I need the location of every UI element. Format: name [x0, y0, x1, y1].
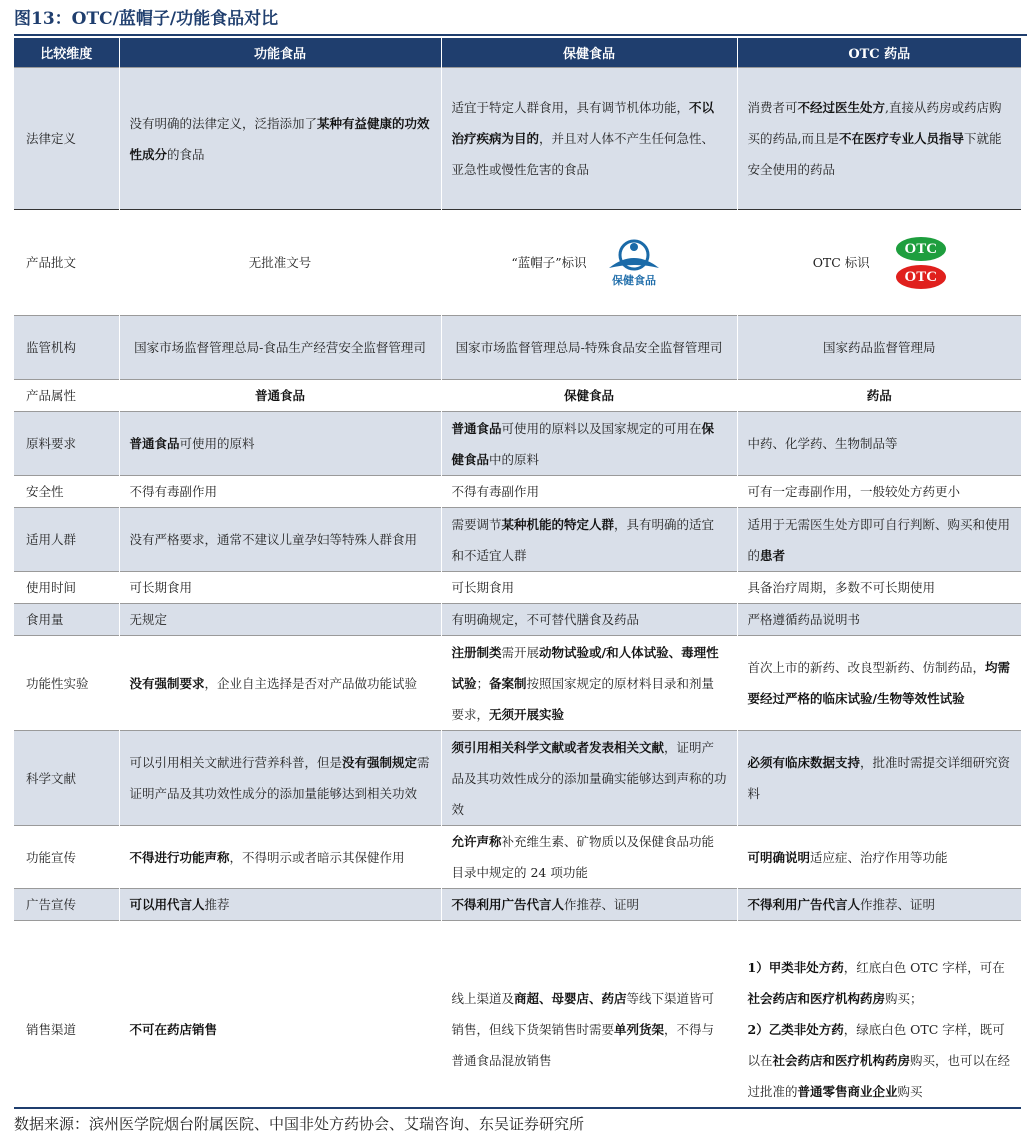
- row-label: 食用量: [14, 604, 119, 636]
- row-label: 功能宣传: [14, 826, 119, 889]
- cell-functional-food: [119, 636, 441, 731]
- cell-bold: 没有强制规定: [342, 755, 418, 770]
- header-otc: OTC 药品: [737, 38, 1021, 68]
- cell-bold: 须引用相关科学文献或者发表相关文献: [451, 739, 665, 755]
- cell-functional-food: [119, 889, 441, 921]
- row-label: 适用人群: [14, 508, 119, 572]
- cell-text: 适用于无需医生处方即可自行判断、购买和使用的: [747, 516, 1011, 563]
- table-row: [14, 572, 1021, 604]
- cell-text: ，证明产品及其功效性成分的添加量确实能够达到声称的功效: [451, 739, 727, 817]
- otc-red-badge: OTC: [896, 265, 946, 289]
- cell-bold: 不在医疗专业人员指导: [838, 131, 964, 146]
- cell-health-food: 可长期食用: [441, 572, 737, 604]
- cell-otc: [737, 826, 1021, 889]
- cell-health-food: [441, 380, 737, 412]
- cell-otc: [737, 508, 1021, 572]
- cell-bold: 没有强制要求: [129, 675, 205, 691]
- cell-otc: 国家药品监督管理局: [737, 316, 1021, 380]
- blue-hat-icon: [601, 238, 667, 288]
- header-functional-food: 功能食品: [119, 38, 441, 68]
- cell-text: 等线下渠道皆可销售，但线下货架销售时需要: [451, 991, 715, 1038]
- source-rule: [14, 1107, 1021, 1109]
- row-label: 科学文献: [14, 731, 119, 826]
- cell-health-food: [441, 889, 737, 921]
- cell-text: ，批准时需提交详细研究资料: [747, 755, 1011, 801]
- cell-text: 中的原料: [489, 451, 540, 467]
- row-label: 销售渠道: [14, 921, 119, 1139]
- table-row: [14, 731, 1021, 826]
- cell-text: 需要调节: [451, 516, 502, 532]
- row-label: 产品属性: [14, 380, 119, 412]
- cell-health-food: [441, 731, 737, 826]
- table-row: [14, 921, 1021, 1139]
- cell-bold: 药品: [866, 388, 892, 403]
- cell-functional-food: [119, 921, 441, 1139]
- cell-otc: 具备治疗周期，多数不可长期使用: [737, 572, 1021, 604]
- row-label: 监管机构: [14, 316, 119, 380]
- cell-text: ，并且对人体不产生任何急性、亚急性或慢性危害的食品: [451, 131, 715, 177]
- cell-text: 的食品: [167, 146, 205, 162]
- cell-bold: 某种机能的特定人群: [501, 516, 615, 532]
- cell-otc: [737, 68, 1021, 210]
- cell-text: ，具有明确的适宜和不适宜人群: [451, 516, 715, 563]
- otc-green-badge: OTC: [896, 237, 946, 261]
- cell-text: 适宜于特定人群食用，具有调节机体功能，: [451, 100, 690, 115]
- cell-bold: 动物试验或/和人体试验、毒理性试验: [451, 644, 719, 691]
- cell-functional-food: 没有严格要求，通常不建议儿童孕妇等特殊人群食用: [119, 508, 441, 572]
- table-row: [14, 316, 1021, 380]
- table-row: [14, 210, 1021, 316]
- cell-text: 作推荐、证明: [860, 897, 936, 912]
- cell-text: ；: [476, 675, 490, 691]
- header-dimension: 比较维度: [14, 38, 119, 68]
- table-row: [14, 412, 1021, 476]
- cell-text: 可以引用相关文献进行营养科普，但是: [129, 755, 343, 770]
- cell-bold: 社会药店和医疗机构药房: [747, 991, 886, 1007]
- cell-otc: 可有一定毒副作用，一般较处方药更小: [737, 476, 1021, 508]
- cell-text: 适应症、治疗作用等功能: [810, 849, 948, 865]
- cell-health-food: [441, 210, 737, 316]
- cell-otc: [737, 210, 1021, 316]
- cell-text: 补充维生素、矿物质以及保健食品功能目录中规定的 24 项功能: [451, 834, 715, 880]
- cell-functional-food: 国家市场监督管理总局-食品生产经营安全监督管理司: [119, 316, 441, 380]
- cell-text: 可使用的原料: [179, 436, 255, 451]
- cell-bold: 可以用代言人: [129, 897, 205, 912]
- cell-bold: 患者: [760, 547, 786, 563]
- row-label: 广告宣传: [14, 889, 119, 921]
- cell-functional-food: 可长期食用: [119, 572, 441, 604]
- cell-text: 购买；: [885, 991, 923, 1007]
- cell-bold: 允许声称: [451, 834, 502, 849]
- row-label: 功能性实验: [14, 636, 119, 731]
- cell-functional-food: [119, 731, 441, 826]
- cell-text: ,直接从药房或药店购买的药品,而且是: [747, 100, 1002, 146]
- cell-text: 购买，也可以在经过批准的: [747, 1053, 1011, 1100]
- blue-hat-caption: “蓝帽子”标识: [511, 255, 587, 270]
- cell-bold: 2）乙类非处方药: [747, 1022, 844, 1038]
- header-health-food: 保健食品: [441, 38, 737, 68]
- cell-functional-food: [119, 68, 441, 210]
- cell-bold: 社会药店和医疗机构药房: [772, 1053, 911, 1069]
- cell-health-food: [441, 921, 737, 1139]
- cell-text: 推荐: [204, 897, 230, 912]
- blue-hat-logo-text: 保健食品: [611, 273, 656, 287]
- row-label: 产品批文: [14, 210, 119, 316]
- cell-bold: 保健食品: [451, 420, 715, 467]
- table-row: [14, 380, 1021, 412]
- row-label: 法律定义: [14, 68, 119, 210]
- cell-bold: 备案制: [489, 675, 527, 691]
- cell-health-food: 不得有毒副作用: [441, 476, 737, 508]
- cell-text: ，不得明示或者暗示其保健作用: [229, 849, 405, 865]
- cell-bold: 商超、母婴店、药店: [514, 991, 627, 1007]
- cell-bold: 不可在药店销售: [129, 1022, 218, 1038]
- cell-text: 可使用的原料以及国家规定的可用在: [501, 420, 702, 436]
- cell-otc: [737, 889, 1021, 921]
- blue-hat-group: [452, 238, 727, 288]
- cell-functional-food: [119, 826, 441, 889]
- table-row: [14, 826, 1021, 889]
- otc-caption: OTC 标识: [812, 255, 870, 270]
- cell-text: 需开展: [501, 644, 540, 660]
- cell-bold: 1）甲类非处方药: [747, 960, 844, 976]
- row-label: 原料要求: [14, 412, 119, 476]
- table-row: [14, 508, 1021, 572]
- otc-badges: [896, 237, 946, 289]
- table-row: [14, 636, 1021, 731]
- cell-bold: 不以治疗疾病为目的: [451, 100, 715, 146]
- cell-health-food: 国家市场监督管理总局-特殊食品安全监督管理司: [441, 316, 737, 380]
- cell-bold: 注册制类: [451, 644, 502, 660]
- cell-otc: [737, 636, 1021, 731]
- cell-text: ，绿底白色 OTC 字样，既可以在: [747, 1022, 1005, 1069]
- cell-health-food: [441, 508, 737, 572]
- row-label: 安全性: [14, 476, 119, 508]
- otc-group: [748, 237, 1012, 289]
- cell-text: 需证明产品及其功效性成分的添加量能够达到相关功效: [129, 755, 430, 801]
- cell-text: 下就能安全使用的药品: [747, 131, 1002, 177]
- cell-text: 首次上市的新药、改良型新药、仿制药品，: [747, 660, 986, 675]
- cell-health-food: 有明确规定，不可替代膳食及药品: [441, 604, 737, 636]
- table-row: [14, 68, 1021, 210]
- cell-bold: 无须开展实验: [489, 706, 565, 722]
- cell-otc: 中药、化学药、生物制品等: [737, 412, 1021, 476]
- cell-text: ，不得与普通食品混放销售: [451, 1022, 715, 1069]
- cell-text: 按照国家规定的原材料目录和剂量要求，: [451, 675, 715, 722]
- cell-otc: [737, 921, 1021, 1139]
- cell-health-food: [441, 68, 737, 210]
- cell-functional-food: 无批准文号: [119, 210, 441, 316]
- cell-functional-food: [119, 380, 441, 412]
- comparison-table: [14, 38, 1021, 1139]
- cell-bold: 可明确说明: [747, 849, 811, 865]
- row-label: 使用时间: [14, 572, 119, 604]
- cell-text: 没有明确的法律定义，泛指添加了: [129, 115, 318, 131]
- table-row: [14, 476, 1021, 508]
- cell-bold: 普通零售商业企业: [797, 1084, 898, 1100]
- cell-bold: 均需要经过严格的临床试验/生物等效性试验: [747, 660, 1011, 706]
- table-row: [14, 889, 1021, 921]
- cell-bold: 保健食品: [563, 388, 614, 403]
- cell-text: 作推荐、证明: [564, 897, 640, 912]
- cell-otc: [737, 380, 1021, 412]
- cell-otc: 严格遵循药品说明书: [737, 604, 1021, 636]
- cell-bold: 普通食品: [254, 388, 305, 403]
- cell-health-food: [441, 826, 737, 889]
- cell-bold: 某种有益健康的功效性成分: [129, 115, 430, 162]
- cell-bold: 普通食品: [129, 436, 180, 451]
- cell-text: ，企业自主选择是否对产品做功能试验: [204, 675, 418, 691]
- cell-bold: 单列货架: [614, 1022, 665, 1038]
- title-rule: [14, 34, 1027, 36]
- cell-health-food: [441, 636, 737, 731]
- table-row: [14, 604, 1021, 636]
- cell-functional-food: [119, 412, 441, 476]
- cell-bold: 必须有临床数据支持: [747, 755, 861, 770]
- cell-functional-food: 不得有毒副作用: [119, 476, 441, 508]
- cell-text: ，红底白色 OTC 字样，可在: [843, 960, 1005, 976]
- cell-bold: 不得利用广告代言人: [747, 897, 861, 912]
- cell-health-food: [441, 412, 737, 476]
- cell-bold: 普通食品: [451, 420, 502, 436]
- cell-bold: 不经过医生处方: [797, 100, 886, 115]
- cell-bold: 不得利用广告代言人: [451, 897, 565, 912]
- header-row: [14, 38, 1021, 68]
- cell-functional-food: 无规定: [119, 604, 441, 636]
- cell-otc: [737, 731, 1021, 826]
- cell-text: 线上渠道及: [451, 991, 515, 1007]
- cell-text: 购买: [897, 1084, 923, 1100]
- figure-title: 图13：OTC/蓝帽子/功能食品对比: [14, 9, 279, 29]
- cell-text: 消费者可: [747, 100, 798, 115]
- cell-bold: 不得进行功能声称: [129, 849, 230, 865]
- source-note: 数据来源：滨州医学院烟台附属医院、中国非处方药协会、艾瑞咨询、东吴证券研究所: [14, 1115, 585, 1133]
